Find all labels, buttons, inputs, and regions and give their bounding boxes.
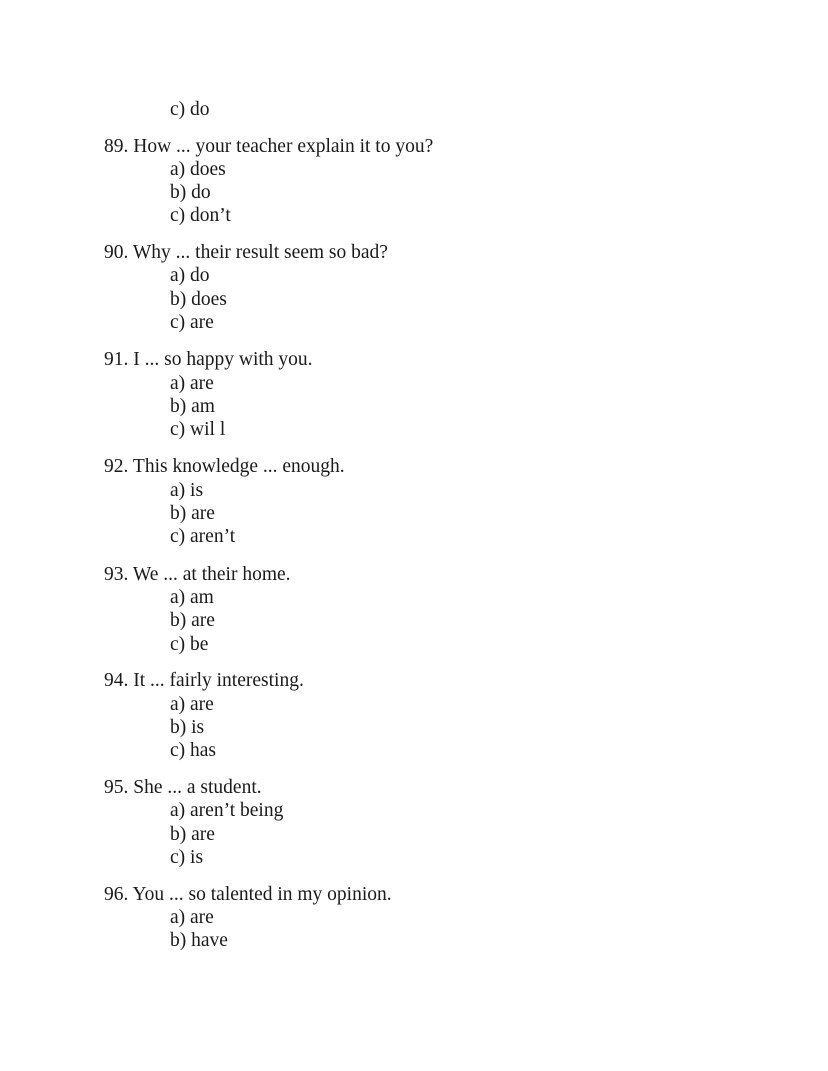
- option-letter: c): [170, 634, 186, 655]
- option-b: [170, 716, 204, 739]
- option-text: are: [191, 824, 215, 845]
- question-stem: [104, 883, 392, 906]
- option-letter: c): [170, 312, 186, 333]
- option-letter: a): [170, 159, 186, 180]
- option-letter: a): [170, 587, 186, 608]
- option-a: [170, 264, 210, 287]
- option-text: have: [191, 930, 228, 951]
- option-letter: c): [170, 419, 186, 440]
- option-letter: b): [170, 824, 187, 845]
- question-text: She ... a student.: [133, 777, 262, 798]
- option-a: [170, 586, 214, 609]
- option-text: are: [190, 694, 214, 715]
- option-letter: a): [170, 800, 186, 821]
- option-a: [170, 158, 226, 181]
- option-b: [170, 609, 215, 632]
- option-b: [170, 929, 228, 952]
- option-c: [170, 204, 231, 227]
- option-a: [170, 799, 283, 822]
- question-stem: [104, 776, 262, 799]
- option-letter: a): [170, 907, 186, 928]
- question-number: 93.: [104, 564, 129, 585]
- option-text: does: [191, 289, 227, 310]
- option-text: don’t: [190, 205, 231, 226]
- option-text: does: [190, 159, 226, 180]
- option-b: [170, 181, 211, 204]
- question-text: This knowledge ... enough.: [132, 456, 345, 477]
- option-a: [170, 372, 214, 395]
- option-letter: c): [170, 99, 186, 120]
- question-number: 91.: [104, 349, 129, 370]
- question-number: 89.: [104, 136, 129, 157]
- option-letter: c): [170, 205, 186, 226]
- option-text: are: [190, 312, 214, 333]
- carryover-option: [170, 98, 210, 121]
- option-letter: c): [170, 740, 186, 761]
- option-text: is: [190, 847, 204, 868]
- option-c: [170, 311, 214, 334]
- option-text: be: [190, 634, 209, 655]
- option-letter: b): [170, 396, 187, 417]
- option-text: is: [191, 717, 205, 738]
- option-text: has: [190, 740, 217, 761]
- option-letter: b): [170, 717, 187, 738]
- question-text: How ... your teacher explain it to you?: [133, 136, 434, 157]
- option-text: is: [190, 480, 204, 501]
- option-letter: b): [170, 182, 187, 203]
- option-text: are: [190, 907, 214, 928]
- option-c: [170, 418, 225, 441]
- option-a: [170, 479, 203, 502]
- option-text: do: [190, 265, 210, 286]
- option-text: do: [191, 182, 211, 203]
- question-stem: [104, 455, 345, 478]
- option-letter: a): [170, 480, 186, 501]
- option-letter: b): [170, 503, 187, 524]
- question-stem: [104, 241, 388, 264]
- option-b: [170, 395, 215, 418]
- option-text: are: [191, 610, 215, 631]
- option-letter: b): [170, 930, 187, 951]
- question-stem: [104, 669, 304, 692]
- question-number: 90.: [104, 242, 129, 263]
- question-stem: [104, 563, 291, 586]
- option-text: do: [190, 99, 210, 120]
- option-c: [170, 525, 235, 548]
- option-b: [170, 502, 215, 525]
- option-a: [170, 906, 214, 929]
- option-text: aren’t: [190, 526, 236, 547]
- question-number: 96.: [104, 884, 129, 905]
- question-number: 94.: [104, 670, 129, 691]
- question-text: Why ... their result seem so bad?: [132, 242, 388, 263]
- question-stem: [104, 348, 313, 371]
- option-text: am: [191, 396, 215, 417]
- question-text: I ... so happy with you.: [133, 349, 313, 370]
- option-text: wil l: [190, 419, 226, 440]
- option-letter: a): [170, 373, 186, 394]
- question-text: We ... at their home.: [132, 564, 291, 585]
- option-text: am: [190, 587, 214, 608]
- question-text: You ... so talented in my opinion.: [132, 884, 392, 905]
- question-stem: [104, 135, 433, 158]
- option-c: [170, 633, 208, 656]
- option-letter: a): [170, 265, 186, 286]
- option-text: aren’t being: [190, 800, 284, 821]
- option-letter: b): [170, 289, 187, 310]
- question-text: It ... fairly interesting.: [133, 670, 304, 691]
- question-number: 92.: [104, 456, 129, 477]
- option-letter: b): [170, 610, 187, 631]
- option-letter: c): [170, 526, 186, 547]
- option-a: [170, 693, 214, 716]
- option-text: are: [190, 373, 214, 394]
- option-letter: c): [170, 847, 186, 868]
- option-b: [170, 823, 215, 846]
- option-c: [170, 739, 216, 762]
- option-letter: a): [170, 694, 186, 715]
- option-text: are: [191, 503, 215, 524]
- option-c: [170, 846, 203, 869]
- option-b: [170, 288, 227, 311]
- question-number: 95.: [104, 777, 129, 798]
